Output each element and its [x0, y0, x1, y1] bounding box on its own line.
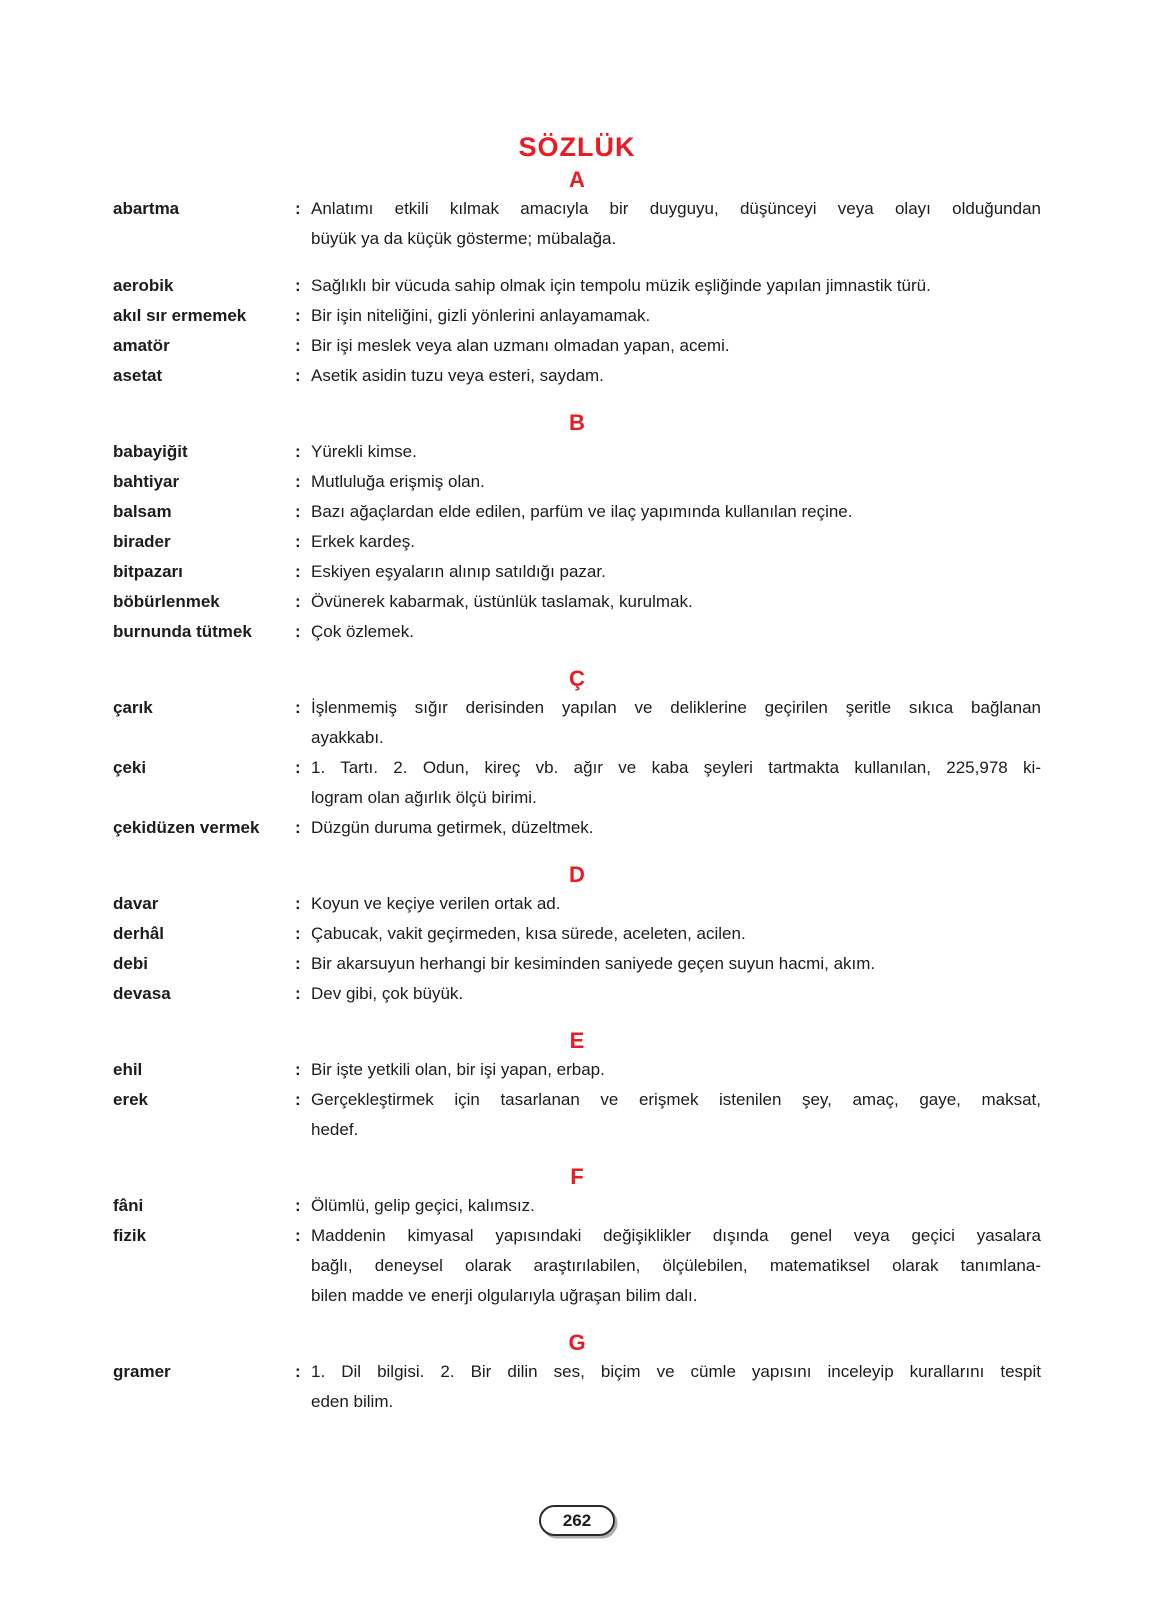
definition-line: Bir işi meslek veya alan uzmanı olmadan yapan, acemi.: [311, 336, 730, 355]
section-entries: [113, 437, 1041, 647]
definition-line: Bazı ağaçlardan elde edilen, parfüm ve ilaç yapımında kullanılan reçine.: [311, 502, 853, 521]
entry-term: bitpazarı: [113, 562, 183, 581]
entry-definition: [311, 753, 1041, 813]
entry-colon: :: [295, 276, 301, 295]
definition-line: Ölümlü, gelip geçici, kalımsız.: [311, 1196, 535, 1215]
entry-colon: :: [295, 306, 301, 325]
entry-colon: :: [295, 1226, 301, 1245]
entry-definition: [311, 557, 1041, 587]
entry-term: aerobik: [113, 276, 174, 295]
entry-definition: [311, 1191, 1041, 1221]
entry-definition: [311, 949, 1041, 979]
section-letter: B: [569, 410, 585, 435]
entry-colon: :: [295, 924, 301, 943]
section-letter: E: [569, 1028, 585, 1053]
definition-line: Erkek kardeş.: [311, 532, 415, 551]
definition-line: Bir akarsuyun herhangi bir kesiminden saniyede geçen suyun hacmi, akım.: [311, 954, 876, 973]
definition-line: Eskiyen eşyaların alınıp satıldığı pazar.: [311, 562, 606, 581]
entry-colon: :: [295, 984, 301, 1003]
glossary-section: [113, 862, 1041, 1009]
glossary-entry: [113, 693, 1041, 753]
definition-line: logram olan ağırlık ölçü birimi.: [311, 788, 537, 807]
entry-term: amatör: [113, 336, 170, 355]
glossary-entry: [113, 331, 1041, 361]
entry-definition: [311, 331, 1041, 361]
glossary-entry: [113, 467, 1041, 497]
entry-term: balsam: [113, 502, 172, 521]
section-letter: D: [569, 862, 585, 887]
definition-line: hedef.: [311, 1120, 359, 1139]
glossary-entry: [113, 587, 1041, 617]
entry-term: babayiğit: [113, 442, 188, 461]
entry-colon: :: [295, 199, 301, 218]
glossary-entry: [113, 1357, 1041, 1417]
definition-line: Mutluluğa erişmiş olan.: [311, 472, 485, 491]
entry-definition: [311, 1085, 1041, 1145]
entry-term: çarık: [113, 698, 153, 717]
page-number-badge: [539, 1505, 615, 1536]
entry-term: bahtiyar: [113, 472, 180, 491]
entry-definition: [311, 361, 1041, 391]
entry-term: fizik: [113, 1226, 147, 1245]
section-letter: A: [569, 167, 585, 192]
entry-colon: :: [295, 502, 301, 521]
entry-term: akıl sır ermemek: [113, 306, 247, 325]
entry-colon: :: [295, 622, 301, 641]
entry-colon: :: [295, 472, 301, 491]
entry-term: birader: [113, 532, 171, 551]
entry-term: asetat: [113, 366, 163, 385]
definition-line: Bir işte yetkili olan, bir işi yapan, erbap.: [311, 1060, 605, 1079]
glossary-entry: [113, 919, 1041, 949]
glossary-section: [113, 1330, 1041, 1417]
definition-line: Maddenin kimyasal yapısındaki değişiklikler dışında genel veya geçici yasalara: [311, 1226, 1041, 1245]
definition-line: eden bilim.: [311, 1392, 394, 1411]
entry-definition: [311, 587, 1041, 617]
glossary-entry: [113, 617, 1041, 647]
glossary-entry: [113, 497, 1041, 527]
entry-term: debi: [113, 954, 148, 973]
glossary-entry: [113, 889, 1041, 919]
entry-definition: [311, 1357, 1041, 1417]
glossary-entry: [113, 437, 1041, 467]
entry-colon: :: [295, 1362, 301, 1381]
section-entries: [113, 1191, 1041, 1311]
glossary-entry: [113, 271, 1041, 301]
page-number: 262: [562, 1510, 592, 1530]
definition-line: Düzgün duruma getirmek, düzeltmek.: [311, 818, 594, 837]
definition-line: bilen madde ve enerji olgularıyla uğraşan bilim dalı.: [311, 1286, 698, 1305]
glossary-entry: [113, 1191, 1041, 1221]
entry-term: çekidüzen vermek: [113, 818, 260, 837]
entry-definition: [311, 889, 1041, 919]
definition-line: ayakkabı.: [311, 728, 384, 747]
glossary-entry: [113, 194, 1041, 254]
glossary-entry: [113, 301, 1041, 331]
definition-line: İşlenmemiş sığır derisinden yapılan ve deliklerine geçirilen şeritle sıkıca bağlanan: [311, 698, 1041, 717]
glossary-entry: [113, 361, 1041, 391]
section-letter: G: [568, 1330, 586, 1355]
section-entries: [113, 693, 1041, 843]
entry-colon: :: [295, 698, 301, 717]
definition-line: Yürekli kimse.: [311, 442, 417, 461]
entry-colon: :: [295, 894, 301, 913]
glossary-entry: [113, 527, 1041, 557]
definition-line: büyük ya da küçük gösterme; mübalağa.: [311, 229, 617, 248]
section-entries: [113, 194, 1041, 391]
glossary-entry: [113, 1055, 1041, 1085]
entry-definition: [311, 497, 1041, 527]
definition-line: Övünerek kabarmak, üstünlük taslamak, kurulmak.: [311, 592, 693, 611]
definition-line: Dev gibi, çok büyük.: [311, 984, 464, 1003]
section-letter: F: [570, 1164, 584, 1189]
entry-term: abartma: [113, 199, 180, 218]
section-entries: [113, 1357, 1041, 1417]
glossary-entry: [113, 979, 1041, 1009]
entry-colon: :: [295, 336, 301, 355]
glossary-entry: [113, 753, 1041, 813]
entry-definition: [311, 813, 1041, 843]
entry-definition: [311, 919, 1041, 949]
glossary-section: [113, 1164, 1041, 1311]
glossary-section: [113, 167, 1041, 391]
entry-colon: :: [295, 366, 301, 385]
definition-line: Asetik asidin tuzu veya esteri, saydam.: [311, 366, 604, 385]
entry-term: davar: [113, 894, 159, 913]
entry-definition: [311, 301, 1041, 331]
entry-term: erek: [113, 1090, 148, 1109]
glossary-entry: [113, 949, 1041, 979]
entry-colon: :: [295, 758, 301, 777]
entry-term: fâni: [113, 1196, 144, 1215]
definition-line: 1. Tartı. 2. Odun, kireç vb. ağır ve kaba şeyleri tartmakta kullanılan, 225,978 ki-: [311, 758, 1041, 777]
entry-colon: :: [295, 1196, 301, 1215]
entry-definition: [311, 437, 1041, 467]
entry-colon: :: [295, 592, 301, 611]
entry-definition: [311, 1055, 1041, 1085]
entry-term: çeki: [113, 758, 147, 777]
entry-colon: :: [295, 1060, 301, 1079]
glossary-entry: [113, 1085, 1041, 1145]
entry-definition: [311, 1221, 1041, 1311]
entry-definition: [311, 527, 1041, 557]
entry-definition: [311, 979, 1041, 1009]
glossary-entry: [113, 813, 1041, 843]
definition-line: Anlatımı etkili kılmak amacıyla bir duyguyu, düşünceyi veya olayı olduğundan: [311, 199, 1041, 218]
entry-definition: [311, 617, 1041, 647]
entry-colon: :: [295, 442, 301, 461]
glossary-entry: [113, 1221, 1041, 1311]
entry-term: böbürlenmek: [113, 592, 220, 611]
entry-colon: :: [295, 532, 301, 551]
entry-term: devasa: [113, 984, 171, 1003]
entry-term: derhâl: [113, 924, 165, 943]
definition-line: Bir işin niteliğini, gizli yönlerini anlayamamak.: [311, 306, 651, 325]
definition-line: Çabucak, vakit geçirmeden, kısa sürede, aceleten, acilen.: [311, 924, 746, 943]
definition-line: Çok özlemek.: [311, 622, 414, 641]
definition-line: Sağlıklı bir vücuda sahip olmak için tempolu müzik eşliğinde yapılan jimnastik türü.: [311, 276, 931, 295]
entry-colon: :: [295, 562, 301, 581]
definition-line: Gerçekleştirmek için tasarlanan ve erişmek istenilen şey, amaç, gaye, maksat,: [311, 1090, 1041, 1109]
page-title: SÖZLÜK: [518, 132, 636, 162]
glossary-section: [113, 666, 1041, 843]
entry-term: ehil: [113, 1060, 143, 1079]
glossary-section: [113, 410, 1041, 647]
entry-colon: :: [295, 1090, 301, 1109]
entry-definition: [311, 467, 1041, 497]
entry-term: gramer: [113, 1362, 171, 1381]
entry-colon: :: [295, 954, 301, 973]
entry-definition: [311, 194, 1041, 254]
entry-definition: [311, 693, 1041, 753]
section-entries: [113, 889, 1041, 1009]
glossary-sections: [113, 167, 1041, 1417]
entry-definition: [311, 271, 1041, 301]
entry-term: burnunda tütmek: [113, 622, 252, 641]
definition-line: Koyun ve keçiye verilen ortak ad.: [311, 894, 561, 913]
glossary-section: [113, 1028, 1041, 1145]
section-entries: [113, 1055, 1041, 1145]
section-letter: Ç: [569, 666, 585, 691]
definition-line: bağlı, deneysel olarak araştırılabilen, ölçülebilen, matematiksel olarak tanımlana-: [311, 1256, 1041, 1275]
entry-colon: :: [295, 818, 301, 837]
definition-line: 1. Dil bilgisi. 2. Bir dilin ses, biçim ve cümle yapısını inceleyip kurallarını tespit: [311, 1362, 1041, 1381]
glossary-entry: [113, 557, 1041, 587]
